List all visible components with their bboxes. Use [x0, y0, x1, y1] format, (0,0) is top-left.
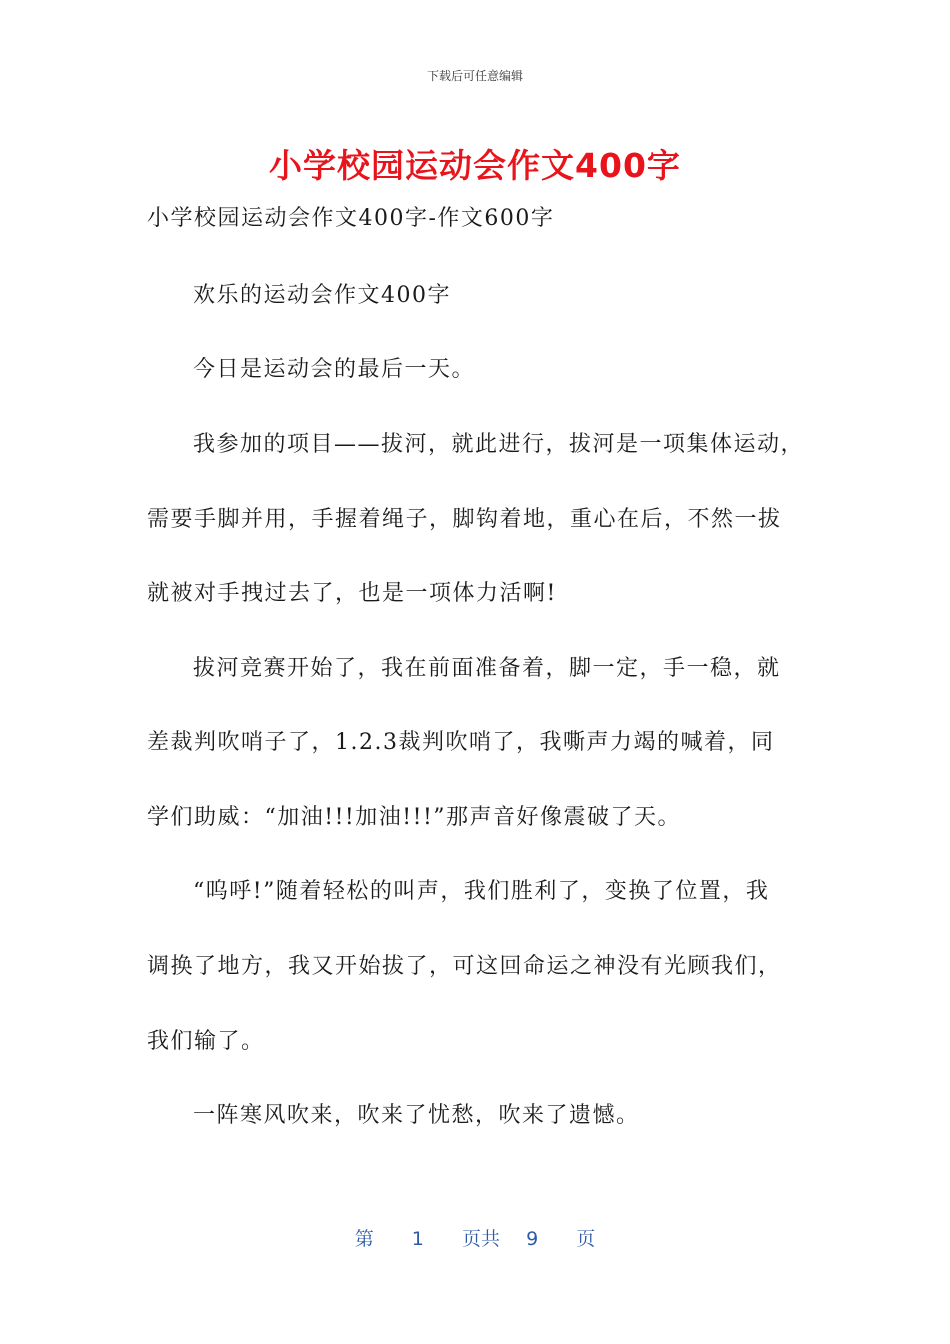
paragraph-line: 需要手脚并用，手握着绳子，脚钩着地，重心在后，不然一拔: [147, 507, 782, 532]
paragraph-line: 我参加的项目——拔河，就此进行，拔河是一项集体运动，: [193, 432, 805, 457]
paragraph-line: 差裁判吹哨子了，1.2.3裁判吹哨了，我嘶声力竭的喊着，同: [147, 730, 775, 755]
page-suffix: 页: [576, 1228, 596, 1250]
page-footer: [0, 1224, 950, 1251]
total-pages-number: 9: [526, 1228, 539, 1250]
paragraph-line: 拔河竞赛开始了，我在前面准备着，脚一定，手一稳，就: [193, 656, 781, 681]
paragraph-line: 学们助威：“加油!!!加油!!!”那声音好像震破了天。: [147, 805, 682, 830]
paragraph-line: 我们输了。: [147, 1029, 265, 1054]
paragraph-line: 一阵寒风吹来，吹来了忧愁，吹来了遗憾。: [193, 1103, 640, 1128]
paragraph-line: “呜呼!”随着轻松的叫声，我们胜利了，变换了位置，我: [193, 879, 770, 904]
header-note: 下载后可任意编辑: [426, 69, 523, 83]
paragraph-line: 欢乐的运动会作文400字: [193, 283, 451, 308]
page-prefix: 第: [354, 1228, 374, 1250]
paragraph-line: 今日是运动会的最后一天。: [193, 357, 476, 382]
page-mid: 页共: [461, 1228, 500, 1250]
document-subtitle: 小学校园运动会作文400字-作文600字: [147, 206, 555, 231]
paragraph-line: 就被对手拽过去了，也是一项体力活啊!: [147, 581, 557, 606]
document-title: 小学校园运动会作文400字: [269, 146, 681, 185]
current-page-number: 1: [411, 1228, 424, 1250]
paragraph-line: 调换了地方，我又开始拔了，可这回命运之神没有光顾我们，: [147, 954, 782, 979]
